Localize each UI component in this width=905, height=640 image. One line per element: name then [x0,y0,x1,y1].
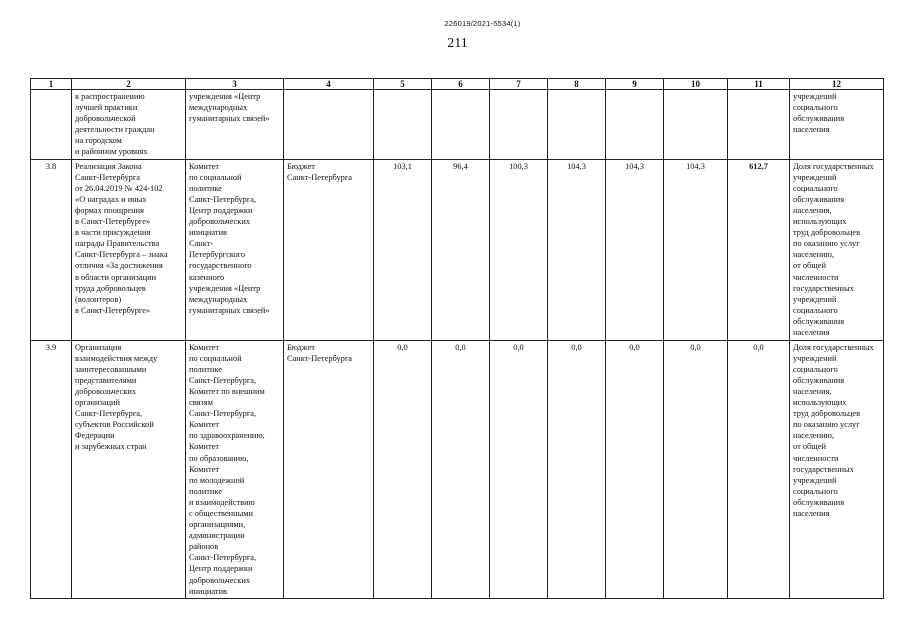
program-table [30,78,884,599]
funding-source: Бюджет Санкт-Петербурга [284,340,374,598]
value-cell: 103,1 [374,159,432,340]
total-cell: 612,7 [728,159,790,340]
value-cell [664,90,728,160]
value-cell: 96,4 [432,159,490,340]
column-header: 11 [728,79,790,90]
value-cell: 104,3 [664,159,728,340]
column-header: 12 [790,79,884,90]
column-header: 1 [31,79,72,90]
table-row [31,90,884,160]
value-cell: 104,3 [606,159,664,340]
column-header: 5 [374,79,432,90]
indicator: Доля государственных учреждений социального обслуживания населения, использующих труд добровольцев по оказанию услуг населению, от общей численности государственных учреждений социального обслуживания населения [790,159,884,340]
column-header: 10 [664,79,728,90]
value-cell: 0,0 [432,340,490,598]
column-header: 7 [490,79,548,90]
measure-name: Реализация Закона Санкт-Петербурга от 26.04.2019 № 424-102 «О наградах и иных формах поощрения в Санкт-Петербурге» в части присуждения награды Правительства Санкт-Петербурга – знака отличия «За достижения в области организации труда добровольцев (волонтеров) в Санкт-Петербурге» [72,159,186,340]
executor: Комитет по социальной политике Санкт-Петербурга, Центр поддержки добровольческих инициатив Санкт- Петербургского государственного казенного учреждения «Центр международных гуманитарных связей» [186,159,284,340]
value-cell [374,90,432,160]
indicator: Доля государственных учреждений социального обслуживания населения, использующих труд добровольцев по оказанию услуг населению, от общей численности государственных учреждений социального обслуживания населения [790,340,884,598]
value-cell [490,90,548,160]
table-row [31,159,884,340]
column-header: 2 [72,79,186,90]
value-cell [432,90,490,160]
value-cell: 100,3 [490,159,548,340]
total-cell: 0,0 [728,340,790,598]
column-header: 9 [606,79,664,90]
measure-name: к распространению лучшей практики добровольческой деятельности граждан на городском и районном уровнях [72,90,186,160]
value-cell: 104,3 [548,159,606,340]
executor: Комитет по социальной политике Санкт-Петербурга, Комитет по внешним связям Санкт-Петербурга, Комитет по здравоохранению, Комитет по образованию, Комитет по молодежной политике и взаимодействию с общественными организациями, администрации районов Санкт-Петербурга, Центр поддержки добровольческих инициатив [186,340,284,598]
value-cell: 0,0 [664,340,728,598]
value-cell: 0,0 [374,340,432,598]
funding-source [284,90,374,160]
measure-name: Организация взаимодействия между заинтересованными представителями добровольческих организаций Санкт-Петербурга, субъектов Российской Федерации и зарубежных стран [72,340,186,598]
value-cell: 0,0 [606,340,664,598]
row-number: 3.9 [31,340,72,598]
document-id: 226019/2021-5534(1) [444,19,521,28]
page-number: 211 [447,36,468,51]
total-cell [728,90,790,160]
column-header: 3 [186,79,284,90]
value-cell: 0,0 [490,340,548,598]
header-row [31,79,884,90]
value-cell: 0,0 [548,340,606,598]
column-header: 6 [432,79,490,90]
indicator: учреждений социального обслуживания населения [790,90,884,160]
column-header: 8 [548,79,606,90]
column-header: 4 [284,79,374,90]
value-cell [606,90,664,160]
row-number [31,90,72,160]
funding-source: Бюджет Санкт-Петербурга [284,159,374,340]
executor: учреждения «Центр международных гуманитарных связей» [186,90,284,160]
table-row [31,340,884,598]
value-cell [548,90,606,160]
row-number: 3.8 [31,159,72,340]
